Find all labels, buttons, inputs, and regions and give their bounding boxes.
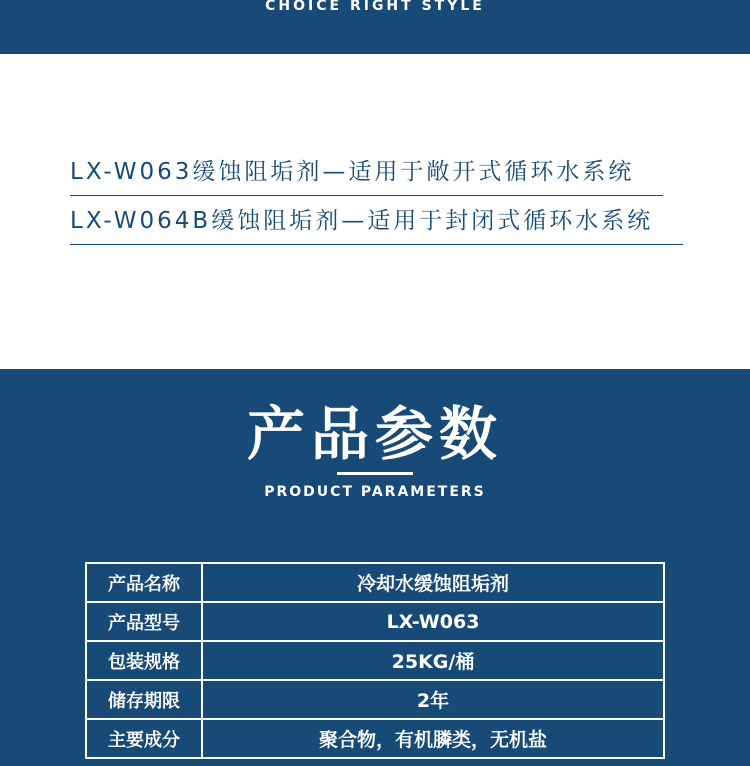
top-banner <box>0 0 750 54</box>
param-value-ingredients: 聚合物，有机膦类，无机盐 <box>202 719 664 758</box>
table-row <box>86 563 664 602</box>
banner-english-caption: CHOICE RIGHT STYLE <box>265 0 485 14</box>
table-row <box>86 602 664 641</box>
parameters-section <box>0 369 750 766</box>
param-label-model: 产品型号 <box>86 602 202 641</box>
parameters-title: 产品参数 <box>246 400 503 468</box>
param-label-name: 产品名称 <box>86 563 202 602</box>
title-divider <box>337 472 413 475</box>
parameters-subtitle: PRODUCT PARAMETERS <box>264 484 486 500</box>
product-line-w064b: LX-W064B缓蚀阻垢剂—适用于封闭式循环水系统 <box>70 208 654 234</box>
param-value-packaging: 25KG/桶 <box>202 641 664 680</box>
param-value-model: LX-W063 <box>202 602 664 641</box>
param-value-shelf-life: 2年 <box>202 680 664 719</box>
table-row <box>86 680 664 719</box>
parameters-table <box>85 562 665 759</box>
param-value-name: 冷却水缓蚀阻垢剂 <box>202 563 664 602</box>
product-line-w064b-underline <box>70 244 683 245</box>
product-line-w063: LX-W063缓蚀阻垢剂—适用于敞开式循环水系统 <box>70 159 635 185</box>
table-row <box>86 719 664 758</box>
param-label-packaging: 包装规格 <box>86 641 202 680</box>
table-row <box>86 641 664 680</box>
param-label-ingredients: 主要成分 <box>86 719 202 758</box>
product-line-w063-underline <box>70 195 663 196</box>
param-label-shelf-life: 储存期限 <box>86 680 202 719</box>
product-lines-section <box>0 54 750 370</box>
